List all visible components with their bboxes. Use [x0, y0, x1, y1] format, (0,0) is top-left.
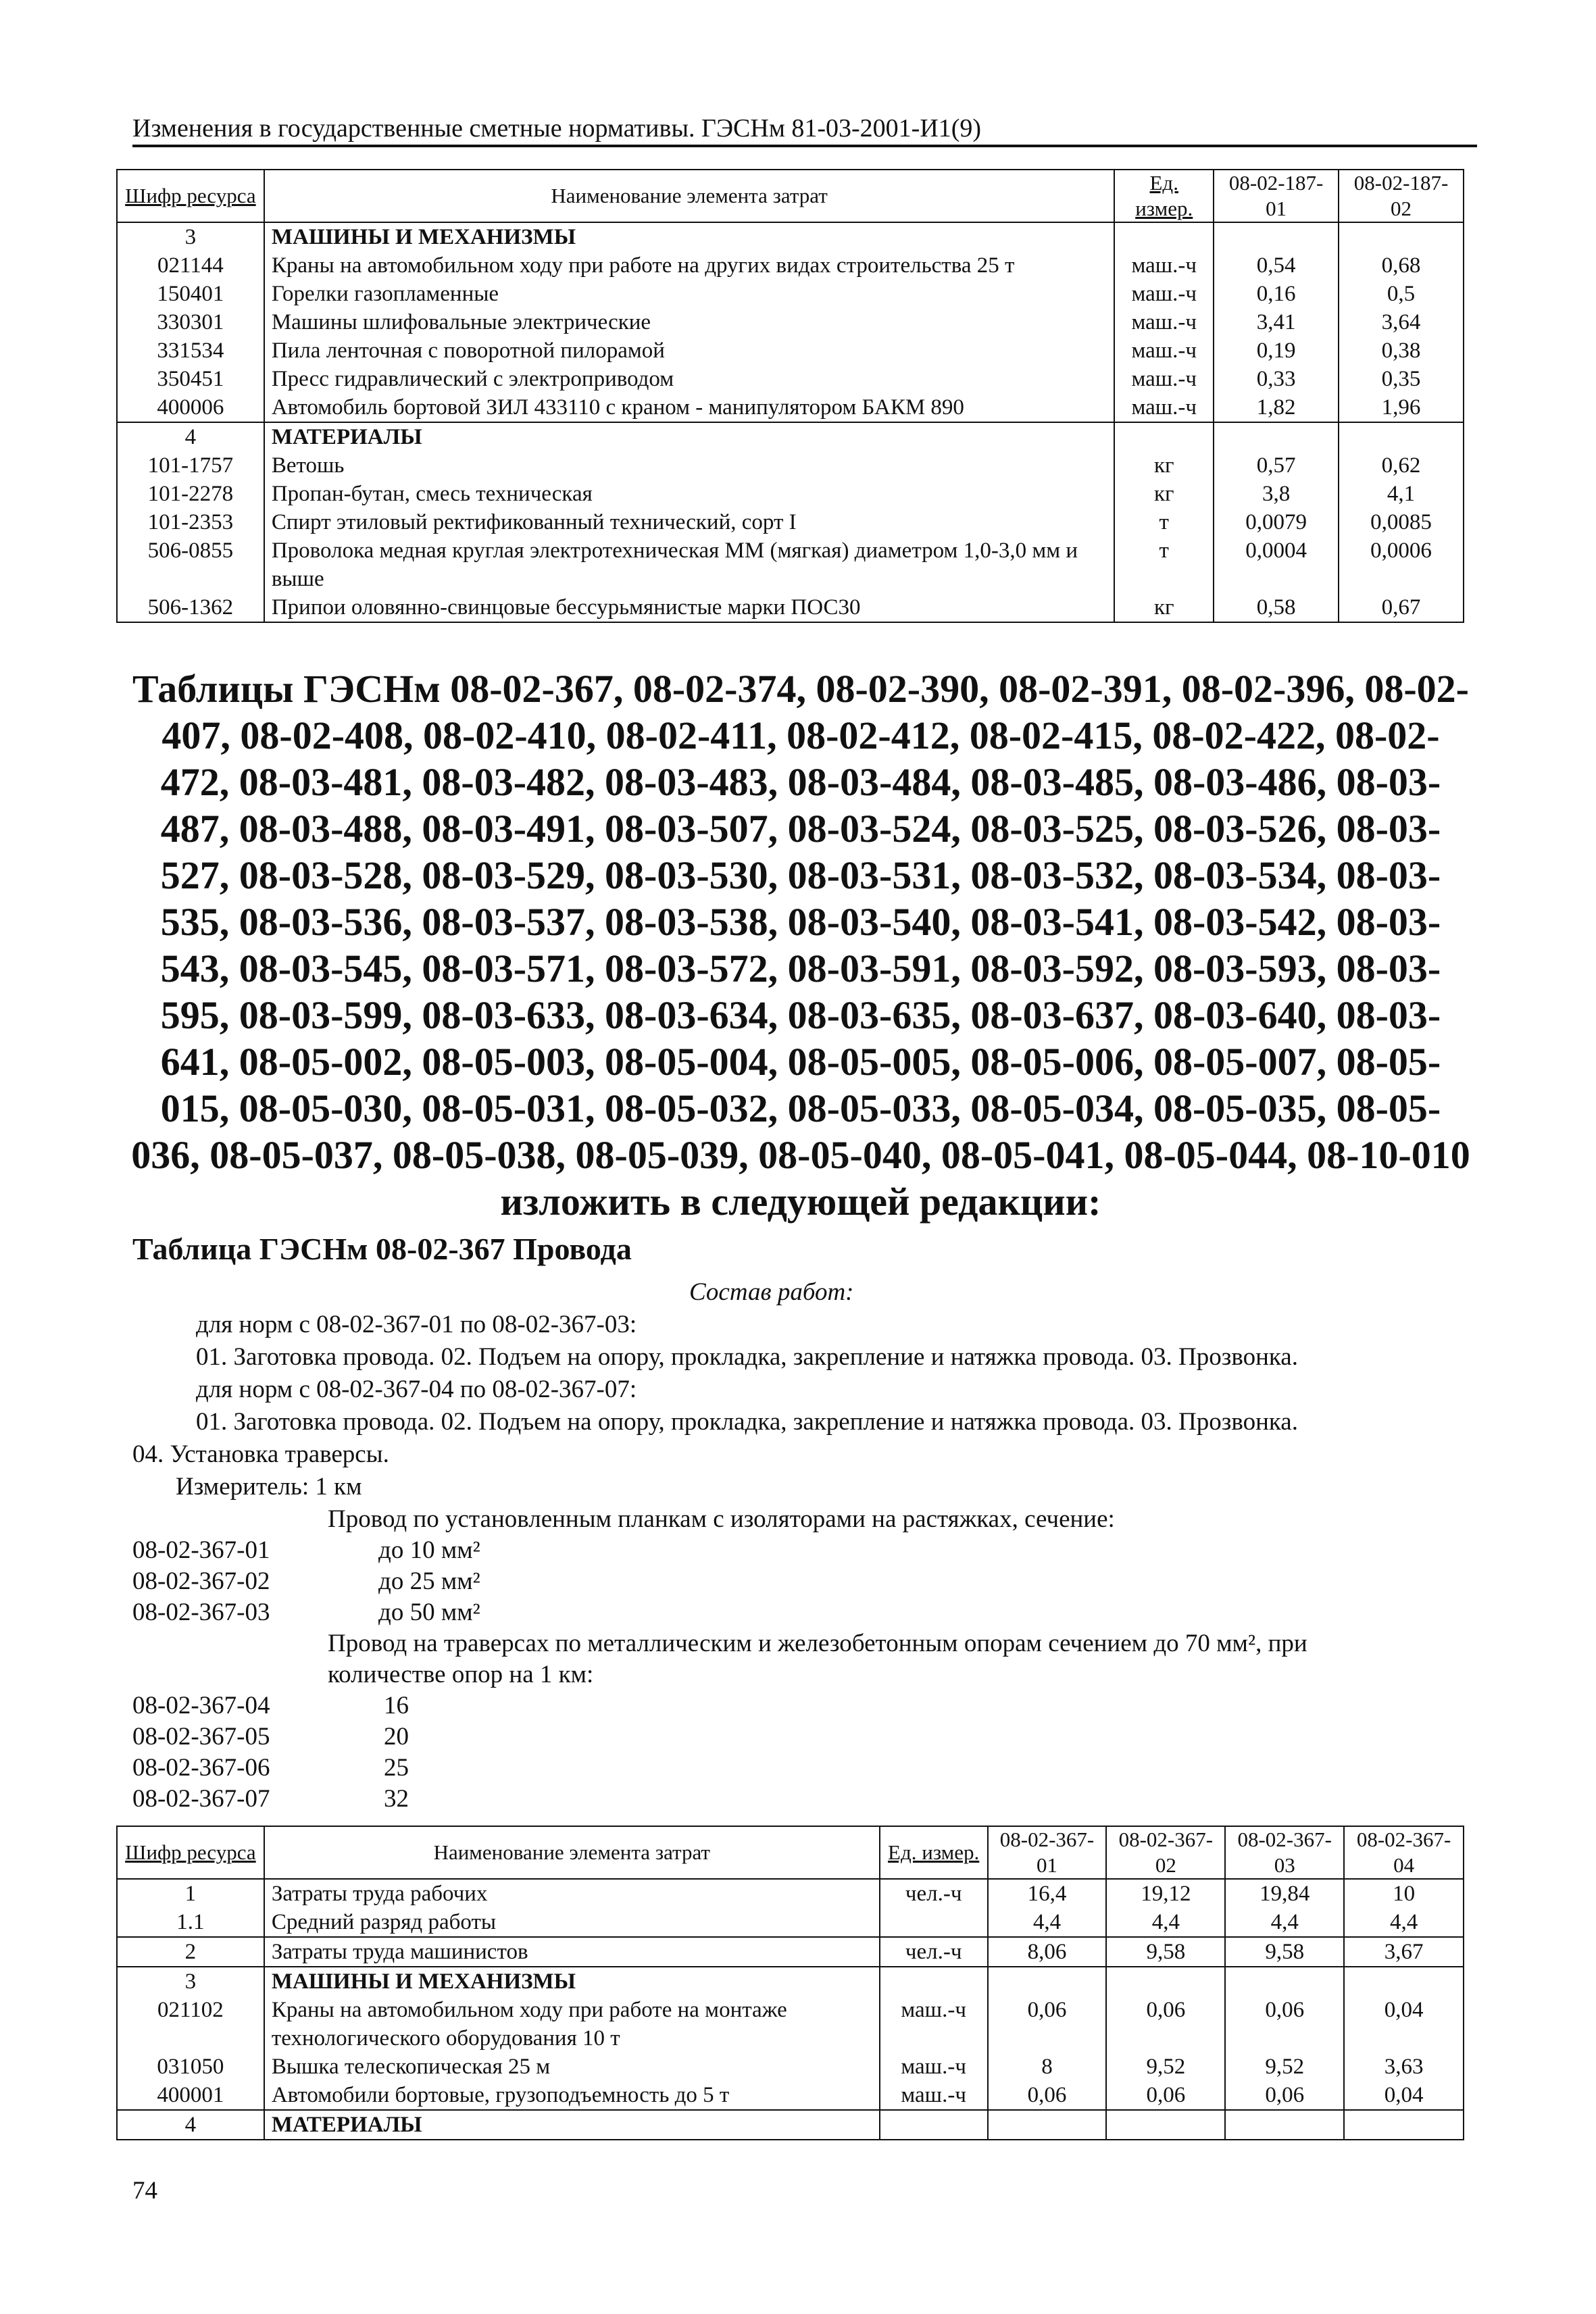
- table-row: [117, 222, 1464, 251]
- cell-value: 0,33: [1214, 365, 1339, 393]
- work-group-1-text: 01. Заготовка провода. 02. Подъем на опору, прокладка, закрепление и натяжка провода. 03. Прозвонка.: [196, 1343, 1298, 1371]
- table-row: [117, 451, 1464, 480]
- norm-value: до 10 мм²: [378, 1536, 480, 1564]
- header-col-3: 08-02-367-03: [1225, 1826, 1344, 1879]
- cell-value: 0,67: [1339, 593, 1464, 622]
- cell-code: 506-0855: [117, 536, 264, 593]
- cell-value: 0,62: [1339, 451, 1464, 480]
- cell-unit: кг: [1114, 451, 1214, 480]
- cell-value: [1344, 1967, 1464, 1996]
- cell-unit: т: [1114, 508, 1214, 536]
- cell-value: 9,52: [1106, 2053, 1225, 2081]
- cell-name: Краны на автомобильном ходу при работе на других видах строительства 25 т: [264, 251, 1114, 280]
- cell-code: 331534: [117, 336, 264, 365]
- resource-table-187: [116, 169, 1464, 623]
- cell-value: 8,06: [988, 1937, 1107, 1967]
- cell-unit: [1114, 222, 1214, 251]
- cell-code: 101-2353: [117, 508, 264, 536]
- cell-value: 3,41: [1214, 308, 1339, 336]
- norm-value: до 25 мм²: [378, 1567, 480, 1595]
- cell-name: Пропан-бутан, смесь техническая: [264, 480, 1114, 508]
- norm-code: 08-02-367-03: [132, 1599, 270, 1626]
- cell-name: Автомобили бортовые, грузоподъемность до 5 т: [264, 2081, 880, 2110]
- cell-code: 021102: [117, 1996, 264, 2053]
- cell-value: 0,38: [1339, 336, 1464, 365]
- cell-code: 4: [117, 422, 264, 451]
- table-row: [117, 2053, 1464, 2081]
- cell-unit: маш.-ч: [1114, 308, 1214, 336]
- cell-code: 1: [117, 1879, 264, 1908]
- header-col-2: 08-02-187-02: [1339, 170, 1464, 222]
- cell-value: 19,84: [1225, 1879, 1344, 1908]
- cell-value: 1,96: [1339, 393, 1464, 422]
- cell-name: Ветошь: [264, 451, 1114, 480]
- cell-value: 0,06: [988, 2081, 1107, 2110]
- table-row: [117, 308, 1464, 336]
- cell-value: [988, 1967, 1107, 1996]
- table-row: [117, 480, 1464, 508]
- work-group-1-label: для норм с 08-02-367-01 по 08-02-367-03:: [196, 1311, 637, 1338]
- cell-value: 3,67: [1344, 1937, 1464, 1967]
- table-row: [117, 2110, 1464, 2140]
- cell-value: 0,06: [1106, 1996, 1225, 2053]
- cell-value: 3,64: [1339, 308, 1464, 336]
- cell-value: 0,06: [1106, 2081, 1225, 2110]
- header-name: Наименование элемента затрат: [264, 170, 1114, 222]
- cell-value: 0,58: [1214, 593, 1339, 622]
- cell-value: 0,0079: [1214, 508, 1339, 536]
- cell-unit: маш.-ч: [880, 2081, 988, 2110]
- cell-value: [1106, 1967, 1225, 1996]
- norm-value: 25: [384, 1754, 409, 1782]
- norm-code: 08-02-367-01: [132, 1536, 270, 1564]
- header-code: Шифр ресурса: [117, 170, 264, 222]
- cell-unit: т: [1114, 536, 1214, 593]
- cell-value: [1214, 222, 1339, 251]
- cell-name: Пресс гидравлический с электроприводом: [264, 365, 1114, 393]
- cell-value: 1,82: [1214, 393, 1339, 422]
- cell-value: 0,16: [1214, 280, 1339, 308]
- cell-code: 4: [117, 2110, 264, 2140]
- table-row: [117, 336, 1464, 365]
- cell-value: 0,04: [1344, 2081, 1464, 2110]
- norm-code: 08-02-367-07: [132, 1785, 270, 1813]
- cell-name: Затраты труда машинистов: [264, 1937, 880, 1967]
- cell-name: Спирт этиловый ректификованный технический, сорт I: [264, 508, 1114, 536]
- cell-value: 0,0006: [1339, 536, 1464, 593]
- cell-unit: [880, 1908, 988, 1937]
- cell-value: 19,12: [1106, 1879, 1225, 1908]
- cell-code: 330301: [117, 308, 264, 336]
- cell-code: 350451: [117, 365, 264, 393]
- cell-unit: кг: [1114, 593, 1214, 622]
- cell-unit: кг: [1114, 480, 1214, 508]
- norm-description-2: Провод на траверсах по металлическим и железобетонным опорам сечением до 70 мм², при: [328, 1630, 1307, 1657]
- page-number: 74: [132, 2177, 157, 2205]
- cell-name: Проволока медная круглая электротехническая ММ (мягкая) диаметром 1,0-3,0 мм и выше: [264, 536, 1114, 593]
- cell-value: 0,35: [1339, 365, 1464, 393]
- work-group-2-label: для норм с 08-02-367-04 по 08-02-367-07:: [196, 1376, 637, 1403]
- cell-value: [1214, 422, 1339, 451]
- table-title: Таблица ГЭСНм 08-02-367 Провода: [132, 1232, 632, 1266]
- cell-value: [1225, 2110, 1344, 2140]
- norm-code: 08-02-367-02: [132, 1567, 270, 1595]
- cell-code: 150401: [117, 280, 264, 308]
- cell-code: 101-1757: [117, 451, 264, 480]
- cell-code: 3: [117, 222, 264, 251]
- cell-value: [1225, 1967, 1344, 1996]
- table-row: [117, 1937, 1464, 1967]
- table-row: [117, 1967, 1464, 1996]
- header-col-1: 08-02-367-01: [988, 1826, 1107, 1879]
- cell-value: 9,58: [1225, 1937, 1344, 1967]
- cell-value: 9,52: [1225, 2053, 1344, 2081]
- table-header-row: [117, 170, 1464, 222]
- cell-unit: маш.-ч: [1114, 393, 1214, 422]
- cell-value: [1106, 2110, 1225, 2140]
- cell-value: 0,68: [1339, 251, 1464, 280]
- cell-unit: чел.-ч: [880, 1879, 988, 1908]
- cell-unit: маш.-ч: [1114, 336, 1214, 365]
- cell-value: 0,04: [1344, 1996, 1464, 2053]
- meter-label: Измеритель: 1 км: [176, 1473, 362, 1501]
- cell-code: 3: [117, 1967, 264, 1996]
- cell-code: 2: [117, 1937, 264, 1967]
- cell-value: 3,8: [1214, 480, 1339, 508]
- table-row: [117, 1908, 1464, 1937]
- cell-unit: маш.-ч: [880, 2053, 988, 2081]
- cell-value: 9,58: [1106, 1937, 1225, 1967]
- cell-name: Горелки газопламенные: [264, 280, 1114, 308]
- header-code: Шифр ресурса: [117, 1826, 264, 1879]
- cell-value: 0,19: [1214, 336, 1339, 365]
- cell-unit: [1114, 422, 1214, 451]
- header-col-2: 08-02-367-02: [1106, 1826, 1225, 1879]
- table-header-row: [117, 1826, 1464, 1879]
- norm-description-2-cont: количестве опор на 1 км:: [328, 1661, 594, 1688]
- cell-name: МАШИНЫ И МЕХАНИЗМЫ: [264, 222, 1114, 251]
- cell-name: Вышка телескопическая 25 м: [264, 2053, 880, 2081]
- table-row: [117, 422, 1464, 451]
- table-row: [117, 593, 1464, 622]
- work-group-2-text-cont: 04. Установка траверсы.: [132, 1440, 389, 1468]
- cell-value: [988, 2110, 1107, 2140]
- norm-value: 16: [384, 1692, 409, 1719]
- cell-name: МАШИНЫ И МЕХАНИЗМЫ: [264, 1967, 880, 1996]
- cell-unit: маш.-ч: [880, 1996, 988, 2053]
- cell-value: 4,4: [1344, 1908, 1464, 1937]
- cell-unit: маш.-ч: [1114, 365, 1214, 393]
- cell-unit: чел.-ч: [880, 1937, 988, 1967]
- cell-name: Средний разряд работы: [264, 1908, 880, 1937]
- amendment-title: Таблицы ГЭСНм 08-02-367, 08-02-374, 08-02-390, 08-02-391, 08-02-396, 08-02-407, 08-02-408, 08-02-410, 08-02-411, 08-02-412, 08-02-415, 08-02-422, 08-02-472, 08-03-481, 08-03-482, 08-03-483, 08-03-484, 08-03-485, 08-03-486, 08-03-487, 08-03-488, 08-03-491, 08-03-507, 08-03-524, 08-03-525, 08-03-526, 08-03-527, 08-03-528, 08-03-529, 08-03-530, 08-03-531, 08-03-532, 08-03-534, 08-03-535, 08-03-536, 08-03-537, 08-03-538, 08-03-540, 08-03-541, 08-03-542, 08-03-543, 08-03-545, 08-03-571, 08-03-572, 08-03-591, 08-03-592, 08-03-593, 08-03-595, 08-03-599, 08-03-633, 08-03-634, 08-03-635, 08-03-637, 08-03-640, 08-03-641, 08-05-002, 08-05-003, 08-05-004, 08-05-005, 08-05-006, 08-05-007, 08-05-015, 08-05-030, 08-05-031, 08-05-032, 08-05-033, 08-05-034, 08-05-035, 08-05-036, 08-05-037, 08-05-038, 08-05-039, 08-05-040, 08-05-041, 08-05-044, 08-10-010 изложить в следующей редакции:: [131, 667, 1470, 1224]
- cell-value: 4,4: [988, 1908, 1107, 1937]
- cell-unit: маш.-ч: [1114, 280, 1214, 308]
- table-row: [117, 365, 1464, 393]
- cell-value: [1339, 222, 1464, 251]
- cell-code: 031050: [117, 2053, 264, 2081]
- work-group-2-text: 01. Заготовка провода. 02. Подъем на опору, прокладка, закрепление и натяжка провода. 03. Прозвонка.: [196, 1408, 1298, 1436]
- cell-code: 021144: [117, 251, 264, 280]
- table-row: [117, 393, 1464, 422]
- cell-value: [1344, 2110, 1464, 2140]
- table-row: [117, 1879, 1464, 1908]
- cell-code: 101-2278: [117, 480, 264, 508]
- cell-code: 400001: [117, 2081, 264, 2110]
- cell-unit: [880, 1967, 988, 1996]
- cell-value: [1339, 422, 1464, 451]
- header-col-1: 08-02-187-01: [1214, 170, 1339, 222]
- cell-value: 10: [1344, 1879, 1464, 1908]
- cell-code: 400006: [117, 393, 264, 422]
- cell-name: Пила ленточная с поворотной пилорамой: [264, 336, 1114, 365]
- cell-value: 4,4: [1106, 1908, 1225, 1937]
- cell-value: 0,54: [1214, 251, 1339, 280]
- header-rule: [132, 145, 1477, 147]
- work-heading: Состав работ:: [689, 1278, 854, 1306]
- cell-value: 0,06: [1225, 2081, 1344, 2110]
- cell-value: 4,4: [1225, 1908, 1344, 1937]
- table-row: [117, 251, 1464, 280]
- cell-value: 0,06: [1225, 1996, 1344, 2053]
- norm-code: 08-02-367-05: [132, 1723, 270, 1751]
- norm-value: 32: [384, 1785, 409, 1813]
- cell-unit: маш.-ч: [1114, 251, 1214, 280]
- table-row: [117, 280, 1464, 308]
- norm-value: 20: [384, 1723, 409, 1751]
- header-col-4: 08-02-367-04: [1344, 1826, 1464, 1879]
- running-header: Изменения в государственные сметные нормативы. ГЭСНм 81-03-2001-И1(9): [132, 114, 982, 143]
- resource-table-367: [116, 1826, 1464, 2140]
- cell-value: 0,06: [988, 1996, 1107, 2053]
- header-unit: Ед. измер.: [1114, 170, 1214, 222]
- cell-name: Краны на автомобильном ходу при работе на монтаже технологического оборудования 10 т: [264, 1996, 880, 2053]
- cell-name: Автомобиль бортовой ЗИЛ 433110 с краном - манипулятором БАКМ 890: [264, 393, 1114, 422]
- table-row: [117, 1996, 1464, 2053]
- cell-name: Машины шлифовальные электрические: [264, 308, 1114, 336]
- cell-value: 0,0004: [1214, 536, 1339, 593]
- cell-unit: [880, 2110, 988, 2140]
- table-row: [117, 2081, 1464, 2110]
- cell-code: 506-1362: [117, 593, 264, 622]
- norm-code: 08-02-367-04: [132, 1692, 270, 1719]
- table-row: [117, 536, 1464, 593]
- norm-description-1: Провод по установленным планкам с изоляторами на растяжках, сечение:: [328, 1505, 1115, 1533]
- cell-value: 8: [988, 2053, 1107, 2081]
- cell-value: 0,57: [1214, 451, 1339, 480]
- cell-name: МАТЕРИАЛЫ: [264, 422, 1114, 451]
- cell-value: 4,1: [1339, 480, 1464, 508]
- table-row: [117, 508, 1464, 536]
- norm-value: до 50 мм²: [378, 1599, 480, 1626]
- cell-value: 0,0085: [1339, 508, 1464, 536]
- cell-code: 1.1: [117, 1908, 264, 1937]
- cell-value: 16,4: [988, 1879, 1107, 1908]
- cell-name: Припои оловянно-свинцовые бессурьмянистые марки ПОС30: [264, 593, 1114, 622]
- cell-name: Затраты труда рабочих: [264, 1879, 880, 1908]
- cell-name: МАТЕРИАЛЫ: [264, 2110, 880, 2140]
- header-unit: Ед. измер.: [880, 1826, 988, 1879]
- norm-code: 08-02-367-06: [132, 1754, 270, 1782]
- cell-value: 3,63: [1344, 2053, 1464, 2081]
- cell-value: 0,5: [1339, 280, 1464, 308]
- header-name: Наименование элемента затрат: [264, 1826, 880, 1879]
